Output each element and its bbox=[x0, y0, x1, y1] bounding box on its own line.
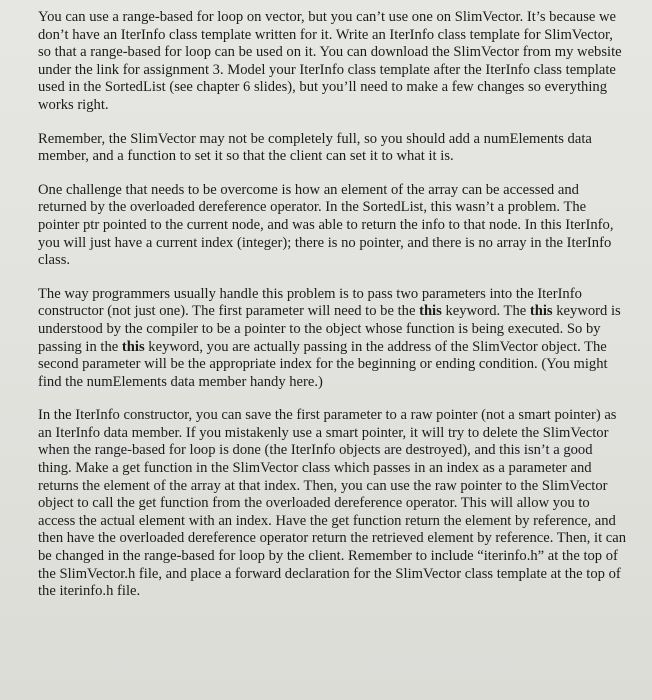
keyword-this: this bbox=[121, 338, 145, 355]
paragraph-text: One challenge that needs to be overcome is how an element of the array can be accessed and returned by the overloaded dereference operator. In the SortedList, this wasn’t a problem. The pointer ptr pointed to the current node, and was able to return the info to that node. In this IterInfo, you will just have a current index (integer); there is no pointer, and there is no array in the IterInfo class. bbox=[38, 181, 614, 269]
paragraph-text: keyword is understood by the compiler to be a pointer to the object whose function is being executed. So by passing in the bbox=[38, 303, 621, 355]
paragraph-text: Remember, the SlimVector may not be completely full, so you should add a numElements data member, and a function to set it so that the client can set it to what it is. bbox=[38, 130, 592, 165]
paragraph-challenge bbox=[38, 182, 628, 270]
paragraph-text: The way programmers usually handle this problem is to pass two parameters into the IterInfo constructor (not just one). The first parameter will need to be the bbox=[38, 285, 582, 320]
paragraph-num-elements bbox=[38, 131, 628, 166]
paragraph-text: You can use a range-based for loop on vector, but you can’t use one on SlimVector. It’s because we don’t have an IterInfo class template written for it. Write an IterInfo class template for SlimVector, so that a range-based for loop can be used on it. You can download the SlimVector from my website under the link for assignment 3. Model your IterInfo class template after the IterInfo class template used in the SortedList (see chapter 6 slides), but you’ll need to make a few changes so everything works right. bbox=[38, 9, 622, 113]
paragraph-text: In the IterInfo constructor, you can save the first parameter to a raw pointer (not a smart pointer) as an IterInfo data member. If you mistakenly use a smart pointer, it will try to delete the SlimVector when the range-based for loop is done (the IterInfo objects are destroyed), and this isn’t a good thing. Make a get function in the SlimVector class which passes in an index as a parameter and returns the element of the array at that index. Then, you can use the raw pointer to the SlimVector object to call the get function from the overloaded dereference operator. This will allow you to access the actual element with an index. Have the get function return the element by reference, and then have the overloaded dereference operator return the retrieved element by reference. Then, it can be changed in the range-based for loop by the client. Remember to include “iterinfo.h” at the top of the SlimVector.h file, and place a forward declaration for the SlimVector class template at the top of the iterinfo.h file. bbox=[38, 407, 627, 600]
paragraph-intro bbox=[38, 9, 628, 115]
keyword-this: this bbox=[419, 303, 442, 320]
paragraph-this-keyword bbox=[38, 286, 628, 392]
keyword-this: this bbox=[529, 303, 553, 320]
paragraph-constructor bbox=[38, 407, 628, 601]
paragraph-text: keyword, you are actually passing in the address of the SlimVector object. The second parameter will be the appropriate index for the beginning or ending condition. (You might find the numElements data member handy here.) bbox=[38, 338, 608, 390]
paragraph-text: keyword. The bbox=[441, 303, 530, 320]
